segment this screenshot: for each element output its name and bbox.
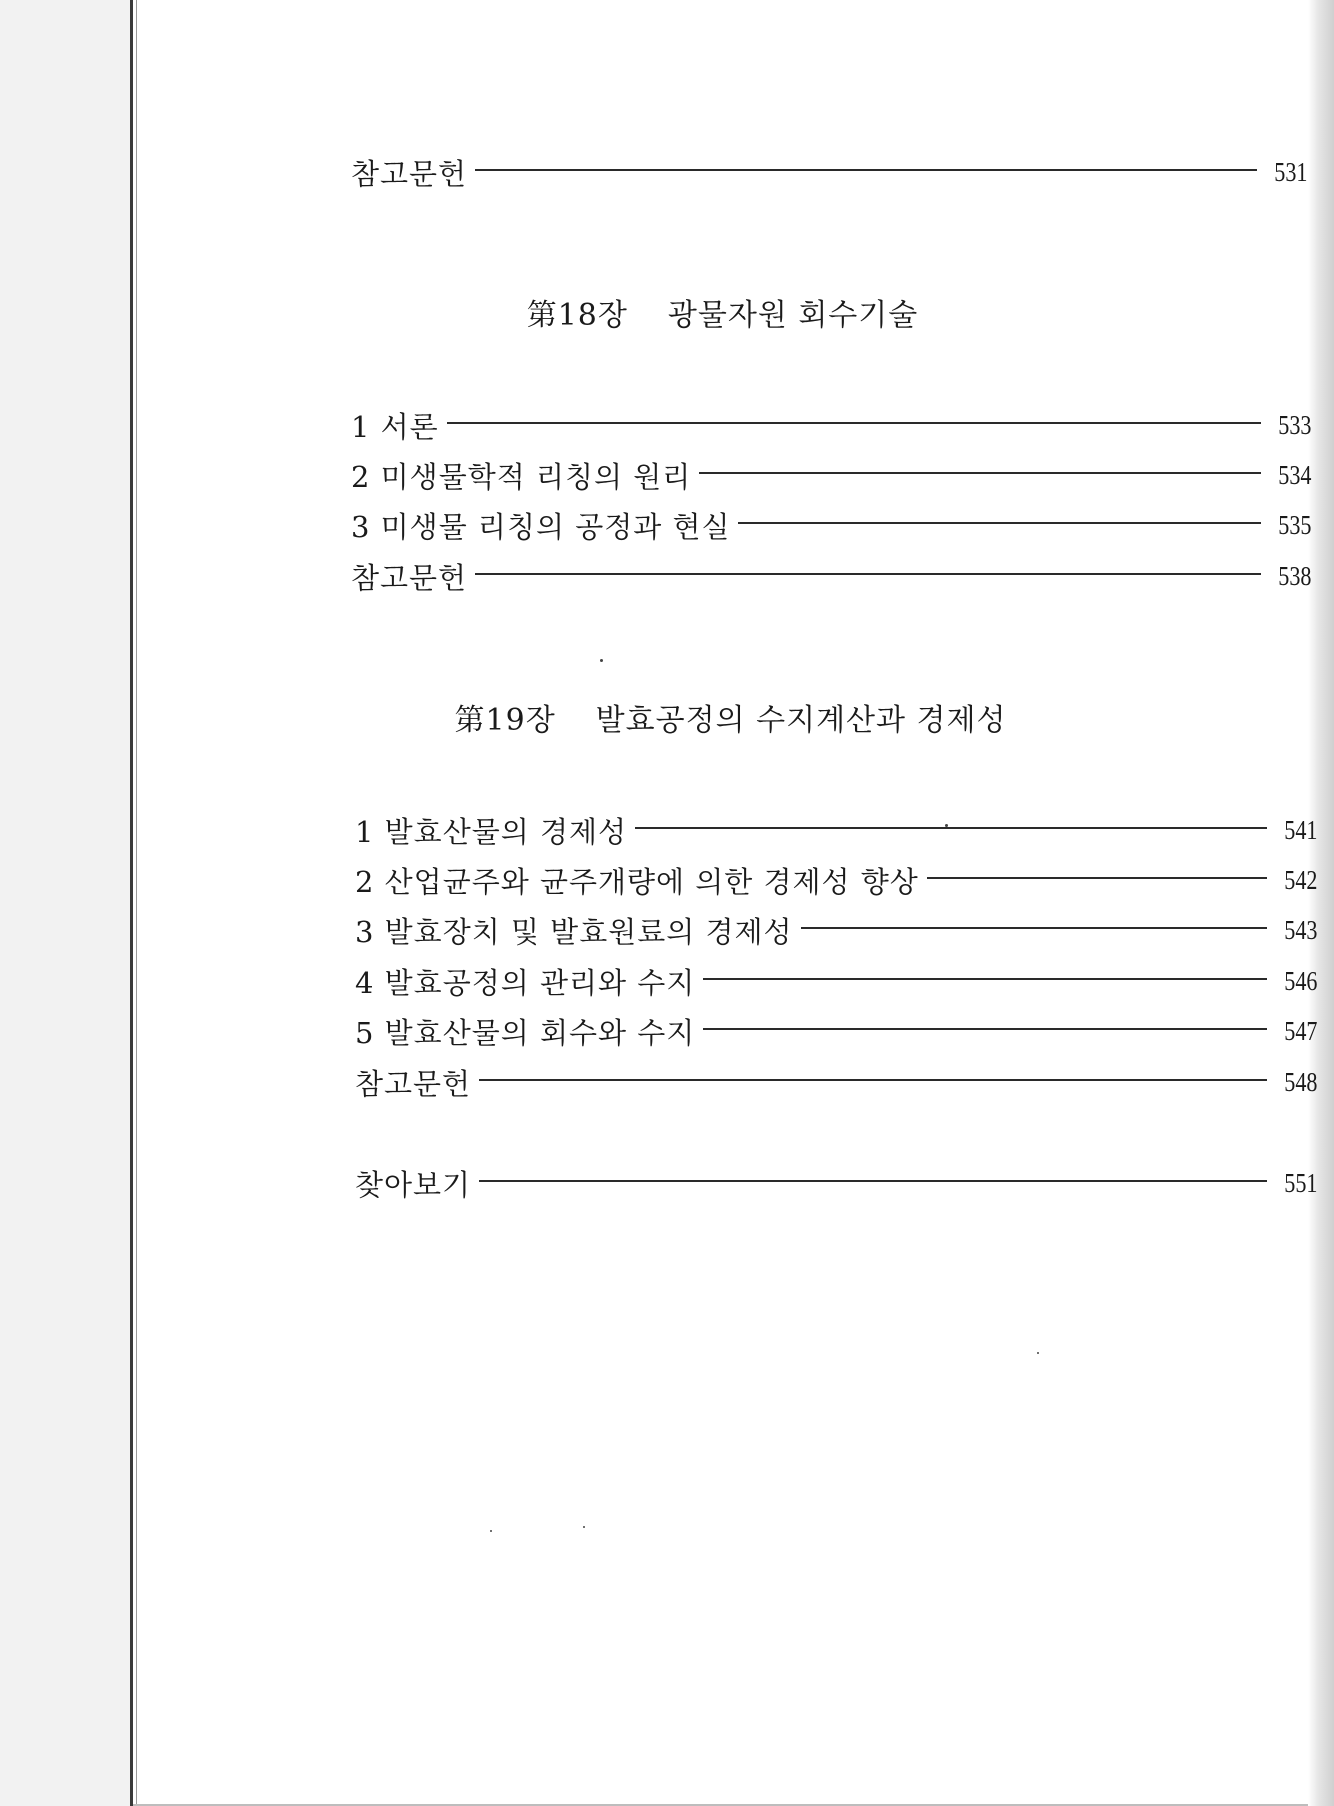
toc-entry-label: 참고문헌 <box>351 156 468 191</box>
toc-entry-label: 1 발효산물의 경제성 <box>355 814 627 849</box>
toc-entry[interactable] <box>351 152 1307 192</box>
toc-entry-label: 2 산업균주와 균주개량에 의한 경제성 향상 <box>355 864 919 899</box>
toc-entry[interactable] <box>351 405 1311 445</box>
toc-entry-page: 541 <box>1283 814 1317 845</box>
toc-entry-label: 3 발효장치 및 발효원료의 경제성 <box>355 914 793 949</box>
toc-leader-line <box>801 927 1267 929</box>
toc-entry-label: 찾아보기 <box>355 1167 472 1202</box>
toc-entry[interactable] <box>355 1062 1317 1102</box>
toc-entry[interactable] <box>351 556 1311 596</box>
toc-page <box>137 0 1317 1806</box>
toc-entry-label: 참고문헌 <box>351 560 468 595</box>
toc-entry-page: 543 <box>1283 914 1317 945</box>
toc-leader-line <box>475 169 1256 171</box>
chapter-heading <box>137 290 1308 334</box>
chapter-number: 第18장 <box>526 298 628 333</box>
toc-leader-line <box>703 1028 1266 1030</box>
scan-left-margin <box>0 0 130 1806</box>
toc-entry-page: 548 <box>1283 1066 1317 1097</box>
chapter-title: 발효공정의 수지계산과 경제성 <box>595 703 1007 738</box>
toc-entry[interactable] <box>355 1163 1317 1203</box>
toc-leader-line <box>447 422 1261 424</box>
toc-leader-line <box>699 472 1260 474</box>
toc-entry-label: 4 발효공정의 관리와 수지 <box>355 965 696 1000</box>
toc-entry-page: 547 <box>1283 1015 1317 1046</box>
toc-entry-page: 551 <box>1283 1167 1317 1198</box>
toc-leader-line <box>635 827 1267 829</box>
toc-leader-line <box>738 522 1260 524</box>
toc-entry-page: 546 <box>1283 965 1317 996</box>
toc-entry[interactable] <box>355 810 1317 850</box>
page-left-edge <box>130 0 133 1806</box>
toc-entry[interactable] <box>355 860 1317 900</box>
scan-speck <box>945 824 948 827</box>
toc-leader-line <box>475 573 1260 575</box>
toc-leader-line <box>479 1180 1266 1182</box>
toc-entry[interactable] <box>351 505 1311 545</box>
scan-speck <box>600 659 603 662</box>
chapter-title: 광물자원 회수기술 <box>667 298 919 333</box>
toc-entry-page: 531 <box>1273 156 1307 187</box>
toc-entry-label: 1 서론 <box>351 409 439 444</box>
scan-speck <box>1037 1352 1039 1354</box>
toc-entry-label: 2 미생물학적 리칭의 원리 <box>351 459 692 494</box>
toc-entry[interactable] <box>355 910 1317 950</box>
scan-speck <box>490 1530 492 1532</box>
toc-entry-page: 533 <box>1277 409 1311 440</box>
toc-entry-page: 542 <box>1283 864 1317 895</box>
toc-entry-label: 3 미생물 리칭의 공정과 현실 <box>351 509 731 544</box>
toc-entry[interactable] <box>355 1011 1317 1051</box>
page-right-shadow <box>1308 0 1334 1806</box>
toc-entry-page: 535 <box>1277 509 1311 540</box>
toc-entry-page: 538 <box>1277 560 1311 591</box>
toc-leader-line <box>479 1079 1266 1081</box>
toc-entry-label: 5 발효산물의 회수와 수지 <box>355 1015 696 1050</box>
toc-leader-line <box>927 877 1267 879</box>
toc-entry[interactable] <box>355 961 1317 1001</box>
chapter-number: 第19장 <box>454 703 556 738</box>
scan-speck <box>583 1526 585 1528</box>
toc-entry-page: 534 <box>1277 459 1311 490</box>
toc-entry[interactable] <box>351 455 1311 495</box>
toc-entry-label: 참고문헌 <box>355 1066 472 1101</box>
toc-leader-line <box>703 978 1266 980</box>
chapter-heading <box>145 695 1316 739</box>
